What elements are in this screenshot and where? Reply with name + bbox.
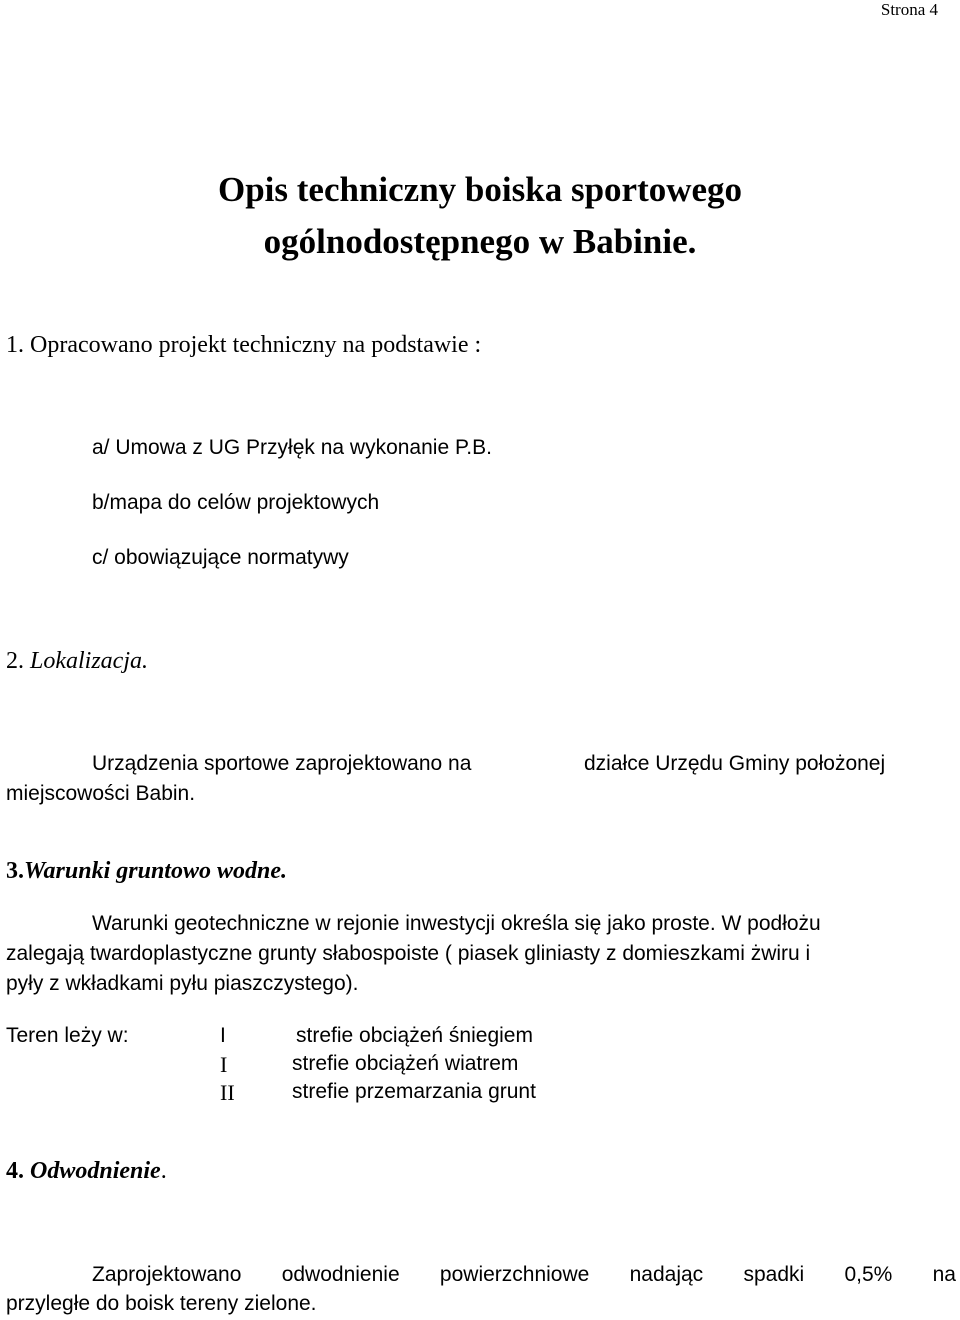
terrain-row-3-roman: II [220,1080,235,1105]
section-4-title-suffix: . [160,1158,167,1184]
section-4-line-2: przyległe do boisk tereny zielone. [6,1292,317,1315]
section-2-heading [6,648,148,675]
section-3-number: 3. [6,858,24,884]
document-title-line-2: ogólnodostępnego w Babinie. [263,222,697,261]
section-2-line-1-left: Urządzenia sportowe zaprojektowano na [92,752,472,775]
section-1-item-b: b/mapa do celów projektowych [92,491,380,514]
section-2-line-1-right: działce Urzędu Gminy położonej [584,752,886,775]
section-4-word: nadając [629,1263,704,1286]
section-4-line-1 [92,1263,956,1287]
document-title-line-1: Opis techniczny boiska sportowego [217,170,743,209]
section-3-heading [6,858,287,885]
section-4-heading [6,1158,167,1185]
terrain-row-2-roman: I [220,1052,228,1077]
section-4-word: 0,5% [844,1263,893,1286]
page-number: Strona 4 [880,0,938,19]
terrain-row-2-text: strefie obciążeń wiatrem [292,1052,519,1075]
section-4-word: odwodnienie [281,1263,400,1286]
terrain-row-3-text: strefie przemarzania grunt [292,1080,536,1103]
section-3-title: Warunki gruntowo wodne. [24,858,287,884]
section-3-paragraph-line-3: pyły z wkładkami pyłu piaszczystego). [6,972,359,995]
section-4-word: Zaprojektowano [92,1263,242,1286]
section-1-item-a: a/ Umowa z UG Przyłęk na wykonanie P.B. [92,436,492,459]
section-3-paragraph-line-2: zalegają twardoplastyczne grunty słabospoiste ( piasek gliniasty z domieszkami żwiru i [6,942,811,965]
section-4-number: 4. [6,1158,24,1184]
section-1-heading: 1. Opracowano projekt techniczny na podstawie : [6,332,482,358]
terrain-label: Teren leży w: [6,1024,129,1047]
section-4-word: powierzchniowe [439,1263,590,1286]
section-4-word: spadki [743,1263,805,1286]
section-4-title: Odwodnienie [30,1158,161,1184]
section-1-item-c: c/ obowiązujące normatywy [92,546,349,569]
section-4-word: na [932,1263,956,1286]
section-2-title: Lokalizacja. [30,648,148,674]
section-2-number: 2. [6,648,24,674]
terrain-row-1-text: strefie obciążeń śniegiem [296,1024,533,1047]
section-3-paragraph-line-1: Warunki geotechniczne w rejonie inwestycji określa się jako proste. W podłożu [92,912,821,935]
section-2-line-2: miejscowości Babin. [6,782,196,805]
terrain-row-1-roman: I [220,1024,226,1047]
